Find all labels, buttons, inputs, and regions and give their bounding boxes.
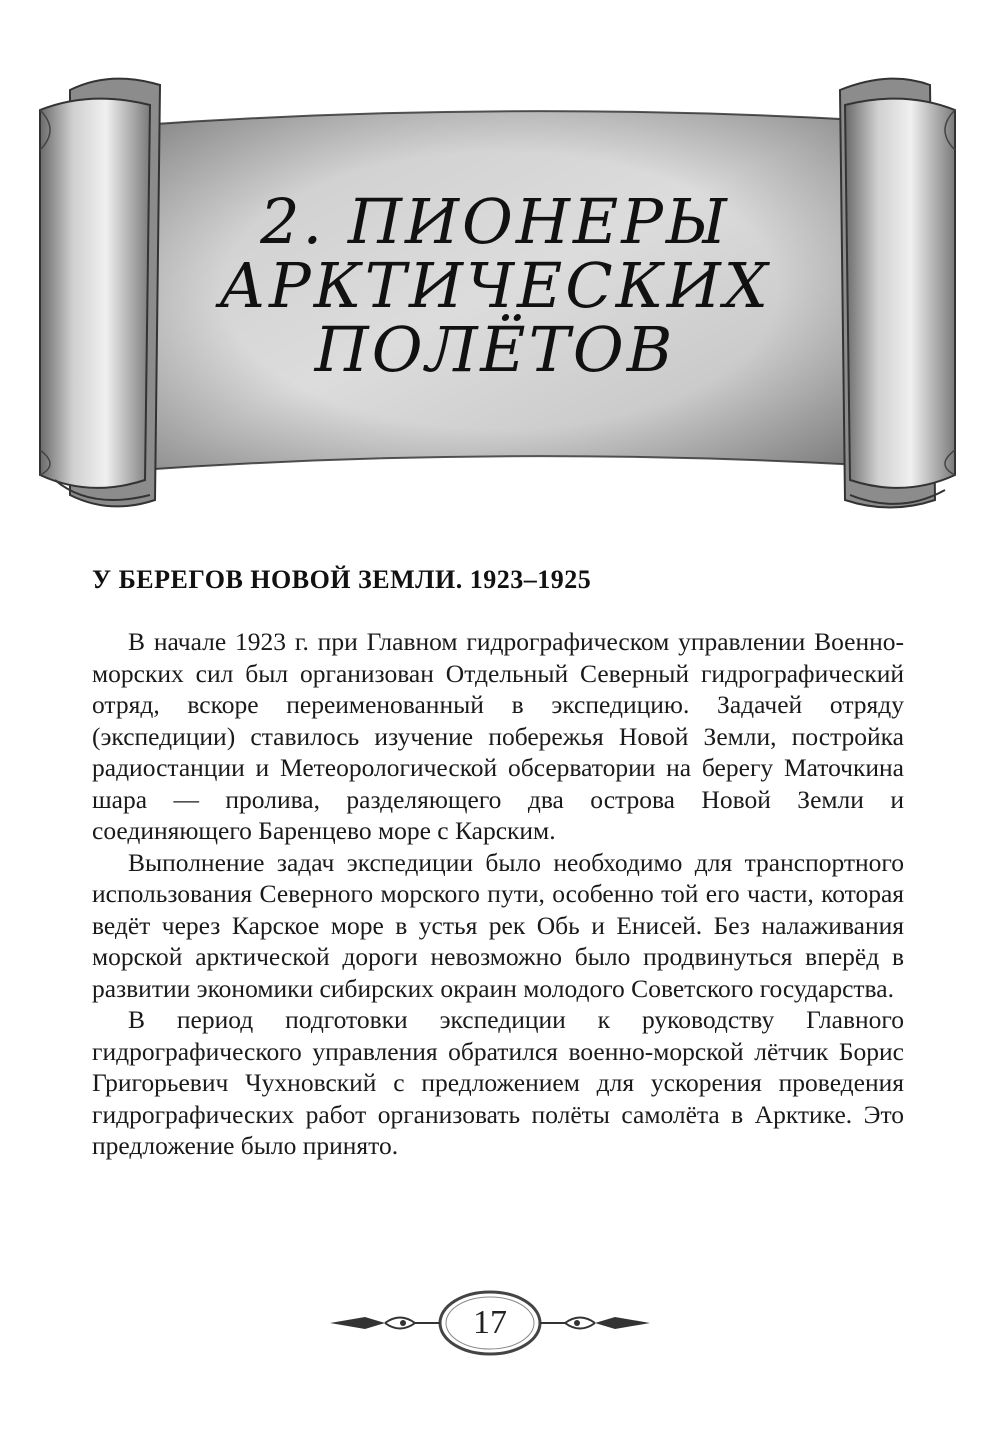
page-number: 17 — [473, 1304, 507, 1341]
page-footer — [325, 1290, 655, 1360]
section-heading: У БЕРЕГОВ НОВОЙ ЗЕМЛИ. 1923–1925 — [92, 565, 592, 594]
paragraph: В период подготовки экспедиции к руководству Главного гидрографического управления обратился военно-морской лётчик Борис Григорьевич Чухновский с предложением для ускорения проведения гидрографических работ организовать полёты самолёта в Арктике. Это предложение было принято. — [92, 1005, 904, 1160]
paragraph: В начале 1923 г. при Главном гидрографическом управлении Военно-морских сил был организован Отдельный Северный гидрографический отряд, вскоре переименованный в экспедицию. Задачей отряду (экспедиции) ставилось изучение побережья Новой Земли, постройка радиостанции и Метеорологической обсерватории на берегу Маточкина шара — пролива, разделяющего два острова Новой Земли и соединяющего Баренцево море с Карским. — [92, 627, 904, 845]
chapter-title-line: ПОЛЁТОВ — [314, 313, 676, 386]
chapter-title — [150, 185, 840, 386]
paragraph: Выполнение задач экспедиции было необходимо для транспортного использования Северного морского пути, особенно той его части, которая ведёт через Карское море в устья рек Обь и Енисей. Без налаживания морской арктической дороги невозможно было продвинуться вперёд в развитии экономики сибирских окраин молодого Советского государства. — [92, 847, 904, 1003]
chapter-title-line: АРКТИЧЕСКИХ — [219, 249, 771, 322]
body-text — [92, 626, 904, 1162]
chapter-title-line: 2. ПИОНЕРЫ — [260, 185, 730, 258]
